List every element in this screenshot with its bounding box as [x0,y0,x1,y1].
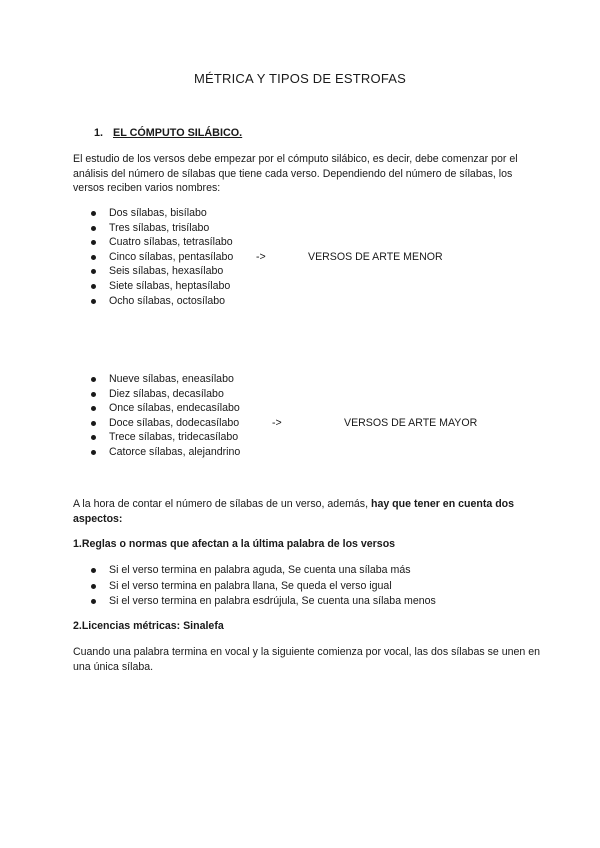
arte-mayor-list [73,372,240,460]
rules-list [73,563,436,610]
rules-heading: 1.Reglas o normas que afectan a la última palabra de los versos [73,538,396,550]
arrow-menor: -> [256,251,266,263]
list-item: Seis sílabas, hexasílabo [73,264,233,279]
section-number: 1. [94,127,104,139]
licencias-paragraph: Cuando una palabra termina en vocal y la siguiente comienza por vocal, las dos sílabas se unen en una única sílaba. [73,646,540,673]
arrow-mayor: -> [272,417,282,429]
list-item: Siete sílabas, heptasílabo [73,279,233,294]
licencias-heading: 2.Licencias métricas: Sinalefa [73,620,224,632]
aspects-paragraph [73,497,541,526]
list-item: Si el verso termina en palabra esdrújula, Se cuenta una sílaba menos [73,594,436,610]
arte-mayor-label: VERSOS DE ARTE MAYOR [344,417,478,429]
aspects-intro-bold: hay que tener en cuenta dos aspectos: [73,498,515,525]
arte-menor-list [73,206,233,308]
list-item: Cinco sílabas, pentasílabo [73,250,233,265]
list-item: Doce sílabas, dodecasílabo [73,416,240,431]
list-item: Cuatro sílabas, tetrasílabo [73,235,233,250]
list-item: Diez sílabas, decasílabo [73,387,240,402]
intro-paragraph: El estudio de los versos debe empezar por el cómputo silábico, es decir, debe comenzar por el análisis del número de sílabas que tiene cada verso. Dependiendo del número de sílabas, los versos reciben varios nombres: [73,153,518,194]
section-heading-1 [94,126,242,141]
list-item: Ocho sílabas, octosílabo [73,294,233,309]
list-item: Tres sílabas, trisílabo [73,221,233,236]
aspects-intro-text: A la hora de contar el número de sílabas de un verso, además, [73,498,371,510]
list-item: Si el verso termina en palabra aguda, Se cuenta una sílaba más [73,563,436,579]
page-title: MÉTRICA Y TIPOS DE ESTROFAS [193,71,406,86]
list-item: Si el verso termina en palabra llana, Se queda el verso igual [73,579,436,595]
list-item: Nueve sílabas, eneasílabo [73,372,240,387]
arte-menor-label: VERSOS DE ARTE MENOR [308,251,443,263]
list-item: Dos sílabas, bisílabo [73,206,233,221]
list-item: Trece sílabas, tridecasílabo [73,430,240,445]
section-heading-text: EL CÓMPUTO SILÁBICO. [113,127,243,139]
list-item: Catorce sílabas, alejandrino [73,445,240,460]
list-item: Once sílabas, endecasílabo [73,401,240,416]
